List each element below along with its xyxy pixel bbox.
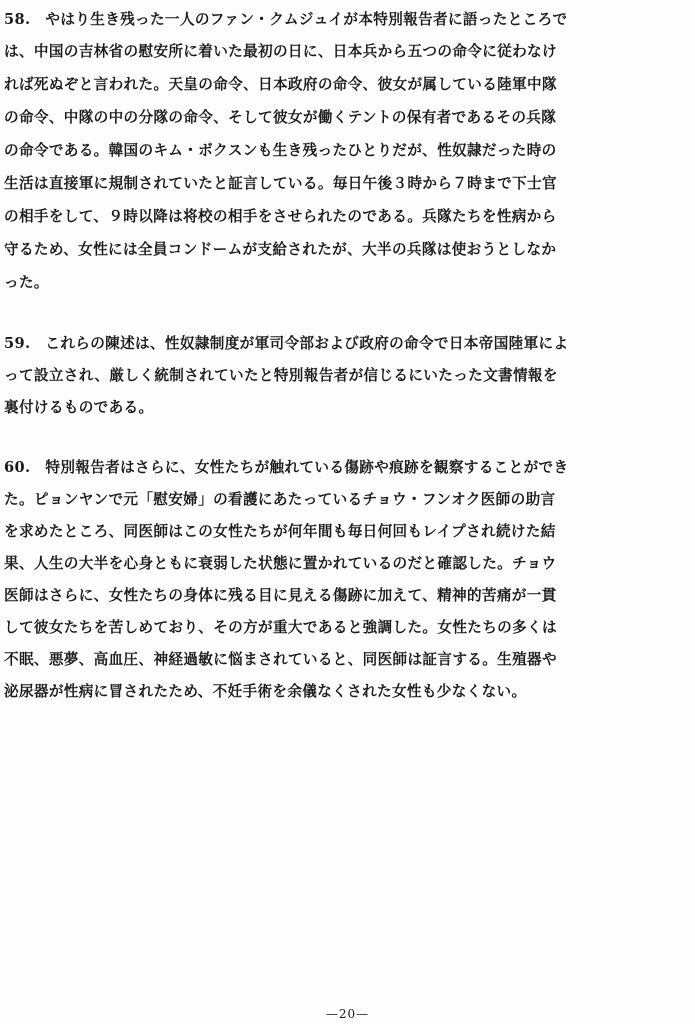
paragraph-line: 裏付けるものである。 [4, 399, 154, 416]
paragraph-line: 医師はさらに、女性たちの身体に残る目に見える傷跡に加えて、精神的苦痛が一貫 [4, 587, 557, 604]
paragraph-line: の命令、中隊の中の分隊の命令、そして彼女が働くテントの保有者であるその兵隊 [4, 109, 557, 126]
paragraph-line: 守るため、女性には全員コンドームが支給されたが、大半の兵隊は使おうとしなか [4, 241, 557, 258]
paragraph-line: た。ピョンヤンで元「慰安婦」の看護にあたっているチョウ・フンオク医師の助言 [4, 491, 556, 508]
paragraph-line: して彼女たちを苦しめており、その方が重大であると強調した。女性たちの多くは [4, 619, 557, 636]
paragraph-line: 泌尿器が性病に冒されたため、不妊手術を余儀なくされた女性も少なくない。 [4, 683, 527, 700]
paragraph-line: 58. やはり生き残った一人のファン・クムジュイが本特別報告者に語ったところで [4, 11, 568, 28]
paragraph-line: の相手をして、９時以降は将校の相手をさせられたのである。兵隊たちを性病から [4, 208, 557, 225]
paragraph-line: った。 [4, 274, 49, 291]
paragraph-line: れば死ぬぞと言われた。天皇の命令、日本政府の命令、彼女が属している陸軍中隊 [4, 76, 557, 93]
paragraph-line: を求めたところ、同医師はこの女性たちが何年間も毎日何回もレイプされ続けた結 [4, 523, 556, 540]
paragraph-line: って設立され、厳しく統制されていたと特別報告者が信じるにいたった文書情報を [4, 367, 558, 384]
page-number: —20— [325, 1007, 370, 1021]
paragraph-line: 59. これらの陳述は、性奴隷制度が軍司令部および政府の命令で日本帝国陸軍によ [4, 335, 569, 352]
paragraph-line: 果、人生の大半を心身ともに衰弱した状態に置かれているのだと確認した。チョウ [4, 555, 557, 572]
paragraph-line: の命令である。韓国のキム・ボクスンも生き残ったひとりだが、性奴隷だった時の [4, 142, 557, 159]
paragraph-line: は、中国の吉林省の慰安所に着いた最初の日に、日本兵から五つの命令に従わなけ [4, 43, 557, 60]
paragraph-line: 生活は直接軍に規制されていたと証言している。毎日午後３時から７時まで下士官 [4, 175, 557, 192]
paragraph-line: 不眠、悪夢、高血圧、神経過敏に悩まされていると、同医師は証言する。生殖器や [4, 651, 557, 668]
paragraph-line: 60. 特別報告者はさらに、女性たちが触れている傷跡や痕跡を観察することができ [4, 459, 569, 476]
